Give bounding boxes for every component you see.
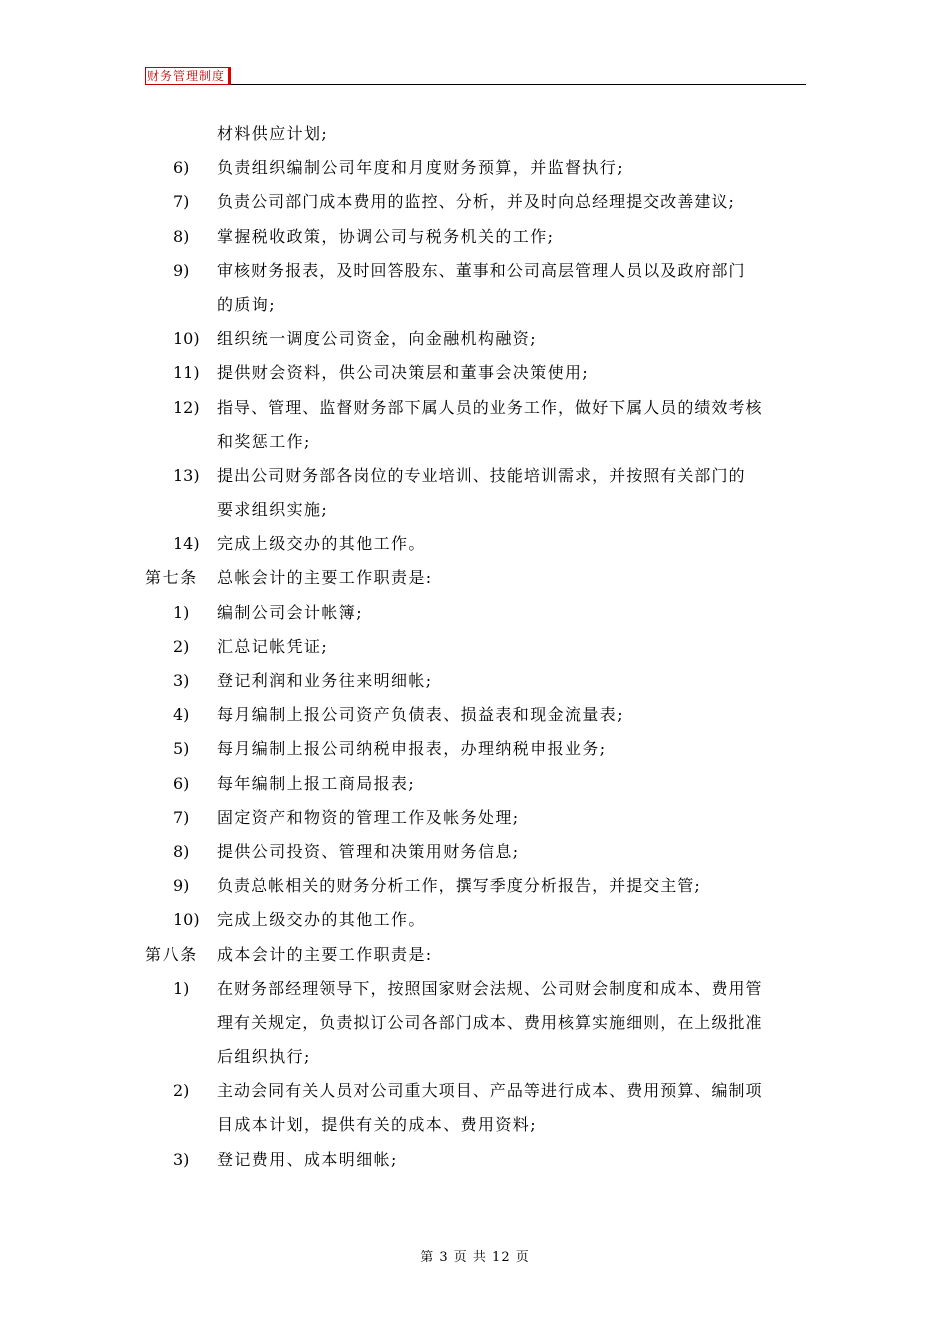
list-item xyxy=(145,1108,806,1142)
item-text: 负责总帐相关的财务分析工作，撰写季度分析报告，并提交主管; xyxy=(217,876,701,896)
article-heading xyxy=(145,561,806,595)
list-item xyxy=(145,835,806,869)
item-text: 主动会同有关人员对公司重大项目、产品等进行成本、费用预算、编制项 xyxy=(217,1081,763,1101)
item-number: 6) xyxy=(173,158,190,178)
list-item xyxy=(145,117,806,151)
item-number: 1) xyxy=(173,978,190,998)
item-number: 1) xyxy=(173,602,190,622)
item-number: 3) xyxy=(173,671,190,690)
list-item xyxy=(145,630,806,664)
list-item xyxy=(145,356,806,390)
item-text: 登记利润和业务往来明细帐; xyxy=(217,671,433,690)
item-text: 负责组织编制公司年度和月度财务预算，并监督执行; xyxy=(217,158,624,178)
item-text: 审核财务报表，及时回答股东、董事和公司高层管理人员以及政府部门 xyxy=(217,260,746,280)
item-text: 和奖惩工作; xyxy=(217,431,311,451)
list-item xyxy=(145,322,806,356)
list-item xyxy=(145,1143,806,1177)
item-number: 13) xyxy=(173,465,200,485)
item-number: 11) xyxy=(173,363,200,383)
item-text: 理有关规定，负责拟订公司各部门成本、费用核算实施细则，在上级批准 xyxy=(217,1012,763,1032)
item-text: 每年编制上报工商局报表; xyxy=(217,773,416,793)
list-item xyxy=(145,972,806,1006)
item-text: 完成上级交办的其他工作。 xyxy=(217,534,426,554)
item-text: 编制公司会计帐簿; xyxy=(217,602,363,622)
item-number: 9) xyxy=(173,260,190,280)
header-tag: 财务管理制度 xyxy=(145,67,231,85)
list-item xyxy=(145,527,806,561)
item-number: 7) xyxy=(173,807,190,827)
list-item xyxy=(145,288,806,322)
list-item xyxy=(145,767,806,801)
list-item xyxy=(145,596,806,630)
list-item xyxy=(145,425,806,459)
item-text: 指导、管理、监督财务部下属人员的业务工作，做好下属人员的绩效考核 xyxy=(217,397,763,417)
list-item xyxy=(145,1074,806,1108)
list-item xyxy=(145,1040,806,1074)
item-number: 6) xyxy=(173,773,190,793)
article-title: 总帐会计的主要工作职责是: xyxy=(217,568,433,588)
item-text: 在财务部经理领导下，按照国家财会法规、公司财会制度和成本、费用管 xyxy=(217,978,763,998)
item-text: 目成本计划，提供有关的成本、费用资料; xyxy=(217,1115,537,1135)
item-text: 完成上级交办的其他工作。 xyxy=(217,910,426,930)
list-item xyxy=(145,151,806,185)
list-item xyxy=(145,732,806,766)
item-text: 汇总记帐凭证; xyxy=(217,636,329,656)
list-item xyxy=(145,391,806,425)
item-number: 8) xyxy=(173,226,190,246)
page-footer: 第 3 页 共 12 页 xyxy=(420,1250,530,1265)
item-number: 14) xyxy=(173,534,200,554)
list-item xyxy=(145,903,806,937)
list-item xyxy=(145,869,806,903)
item-text: 提供财会资料，供公司决策层和董事会决策使用; xyxy=(217,363,590,383)
list-item xyxy=(145,493,806,527)
list-item xyxy=(145,664,806,698)
item-text: 材料供应计划; xyxy=(217,124,329,143)
item-number: 5) xyxy=(173,739,190,759)
item-text: 要求组织实施; xyxy=(217,500,329,520)
item-text: 固定资产和物资的管理工作及帐务处理; xyxy=(217,807,520,827)
item-number: 7) xyxy=(173,192,190,212)
list-item xyxy=(145,220,806,254)
item-number: 10) xyxy=(173,910,200,930)
article-number: 第八条 xyxy=(145,944,198,964)
list-item xyxy=(145,801,806,835)
item-number: 8) xyxy=(173,841,190,861)
document-body xyxy=(145,117,806,1177)
item-number: 9) xyxy=(173,876,190,896)
item-number: 10) xyxy=(173,329,200,349)
list-item xyxy=(145,254,806,288)
list-item xyxy=(145,459,806,493)
item-number: 12) xyxy=(173,397,200,417)
article-title: 成本会计的主要工作职责是: xyxy=(217,944,433,964)
item-number: 2) xyxy=(173,1081,190,1101)
item-text: 组织统一调度公司资金，向金融机构融资; xyxy=(217,329,537,349)
item-text: 登记费用、成本明细帐; xyxy=(217,1149,398,1169)
item-text: 每月编制上报公司资产负债表、损益表和现金流量表; xyxy=(217,705,624,725)
page-header xyxy=(145,66,806,85)
list-item xyxy=(145,185,806,219)
item-text: 提出公司财务部各岗位的专业培训、技能培训需求，并按照有关部门的 xyxy=(217,465,746,485)
item-text: 掌握税收政策，协调公司与税务机关的工作; xyxy=(217,226,555,246)
item-text: 每月编制上报公司纳税申报表，办理纳税申报业务; xyxy=(217,739,607,759)
article-number: 第七条 xyxy=(145,568,198,588)
item-text: 的质询; xyxy=(217,294,276,314)
article-heading xyxy=(145,938,806,972)
list-item xyxy=(145,698,806,732)
item-text: 提供公司投资、管理和决策用财务信息; xyxy=(217,841,520,861)
item-number: 4) xyxy=(173,705,190,725)
item-text: 负责公司部门成本费用的监控、分析，并及时向总经理提交改善建议; xyxy=(217,192,735,212)
item-number: 3) xyxy=(173,1149,190,1169)
item-number: 2) xyxy=(173,636,190,656)
list-item xyxy=(145,1006,806,1040)
item-text: 后组织执行; xyxy=(217,1047,311,1067)
